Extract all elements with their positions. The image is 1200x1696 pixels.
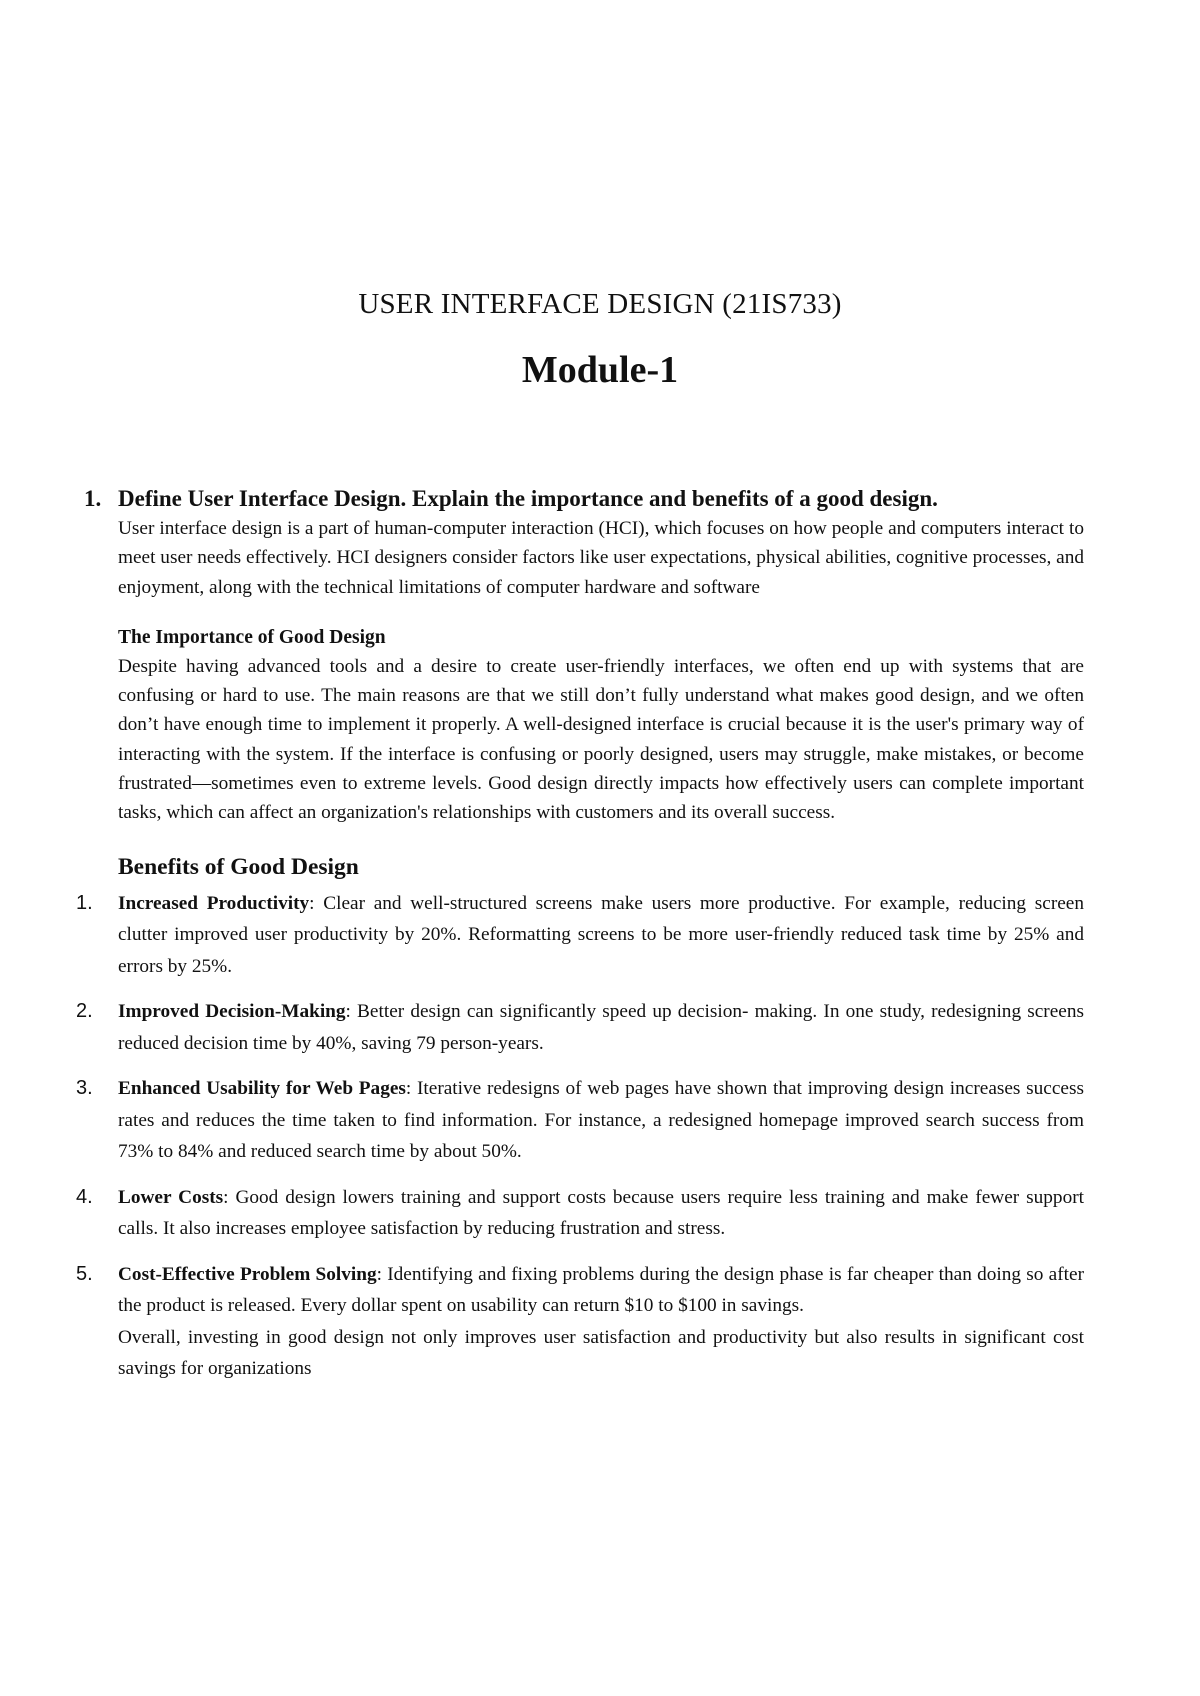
benefit-item-problem-solving bbox=[76, 1259, 1084, 1322]
document-body bbox=[76, 484, 1084, 1385]
benefit-term: Lower Costs bbox=[118, 1186, 224, 1208]
benefit-text: : Iterative redesigns of web pages have shown that improving design increases success rates and reduces the time taken to find information. For instance, a redesigned homepage improved search success from 73% to 84% and reduced search time by about 50%. bbox=[118, 1078, 1084, 1163]
benefit-number: 1. bbox=[76, 891, 93, 914]
benefit-text: : Good design lowers training and support costs because users require less training and make fewer support calls. It also increases employee satisfaction by reducing frustration and stress. bbox=[118, 1186, 1084, 1240]
course-title: USER INTERFACE DESIGN (21IS733) bbox=[358, 288, 842, 320]
question-text: Define User Interface Design. Explain the importance and benefits of a good design. bbox=[118, 486, 938, 511]
benefit-term: Improved Decision-Making bbox=[118, 1001, 346, 1023]
benefits-list bbox=[76, 888, 1084, 1322]
benefit-number: 4. bbox=[76, 1185, 93, 1208]
benefit-item-lower-costs bbox=[76, 1182, 1084, 1245]
importance-heading: The Importance of Good Design bbox=[118, 626, 386, 648]
importance-body: Despite having advanced tools and a desire to create user-friendly interfaces, we often end up with systems that are confusing or hard to use. The main reasons are that we still don’t fully understand what makes good design, and we often don’t have enough time to implement it properly. A well-designed interface is crucial because it is the user's primary way of interacting with the system. If the interface is confusing or poorly designed, users may struggle, make mistakes, or become frustrated—sometimes even to extreme levels. Good design directly impacts how effectively users can complete important tasks, which can affect an organization's relationships with customers and its overall success. bbox=[118, 655, 1084, 824]
question-heading bbox=[84, 484, 1084, 514]
benefit-text: : Better design can significantly speed up decision- making. In one study, redesigning screens reduced decision time by 40%, saving 79 person-years. bbox=[118, 1001, 1084, 1054]
benefits-heading: Benefits of Good Design bbox=[118, 853, 359, 880]
benefit-number: 2. bbox=[76, 1000, 93, 1023]
benefit-number: 5. bbox=[76, 1262, 93, 1285]
benefit-term: Cost-Effective Problem Solving bbox=[118, 1263, 377, 1285]
benefit-text: : Clear and well-structured screens make users more productive. For example, reducing screen clutter improved user productivity by 20%. Reformatting screens to be more user-friendly reduced task time by 25% and errors by 25%. bbox=[118, 892, 1084, 977]
question-number: 1. bbox=[84, 486, 102, 511]
benefit-term: Increased Productivity bbox=[118, 892, 310, 914]
question-intro: User interface design is a part of human-computer interaction (HCI), which focuses on how people and computers interact to meet user needs effectively. HCI designers consider factors like user expectations, physical abilities, cognitive processes, and enjoyment, along with the technical limitations of computer hardware and software bbox=[118, 518, 1084, 598]
benefit-term: Enhanced Usability for Web Pages bbox=[118, 1078, 406, 1100]
benefits-closing: Overall, investing in good design not only improves user satisfaction and productivity but also results in significant cost savings for organizations bbox=[118, 1326, 1084, 1380]
module-title: Module-1 bbox=[521, 349, 679, 391]
benefit-item-web-usability bbox=[76, 1073, 1084, 1168]
benefit-item-productivity bbox=[76, 888, 1084, 983]
benefit-number: 3. bbox=[76, 1077, 93, 1100]
benefit-text: : Identifying and fixing problems during the design phase is far cheaper than doing so after the product is released. Every dollar spent on usability can return $10 to $100 in savings. bbox=[118, 1263, 1084, 1317]
benefit-item-decision-making bbox=[76, 996, 1084, 1059]
